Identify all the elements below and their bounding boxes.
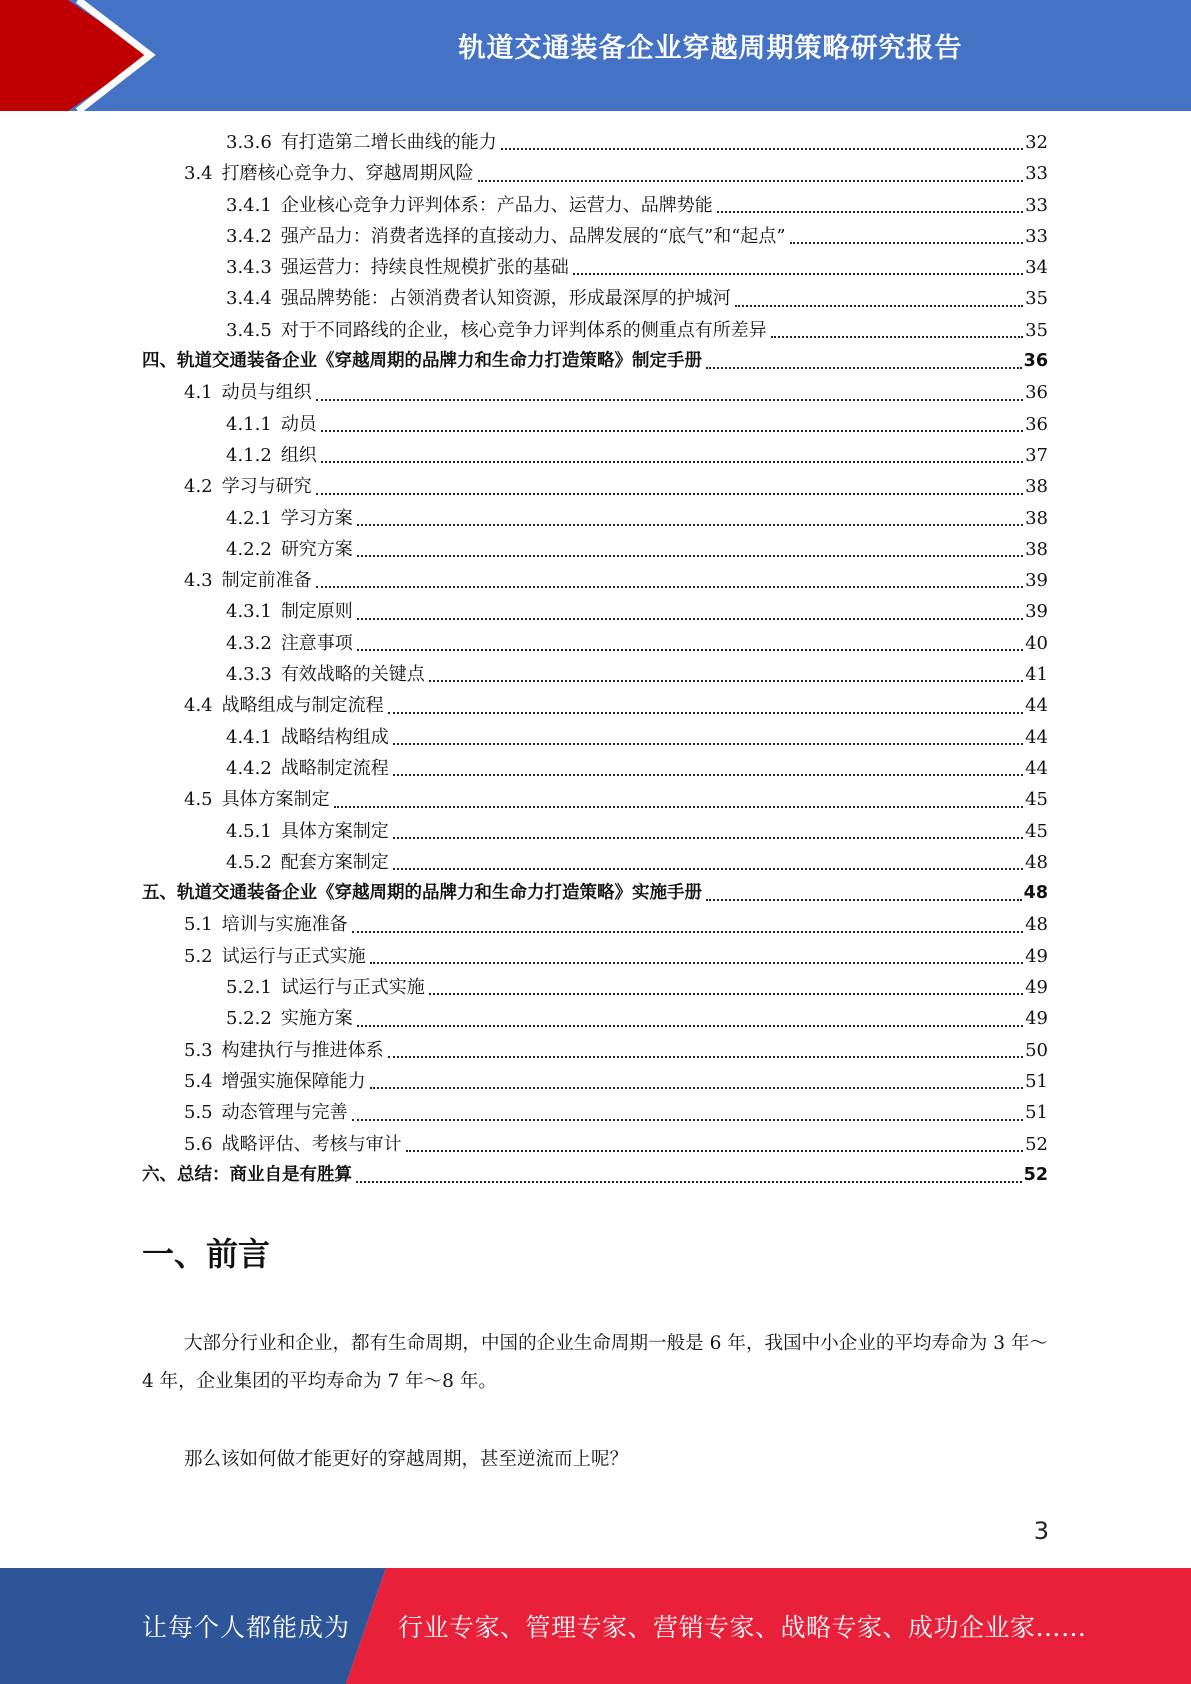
- toc-entry-number: 3.4.5: [226, 319, 272, 341]
- toc-dot-leader: [429, 680, 1023, 682]
- toc-entry[interactable]: [142, 753, 1048, 784]
- toc-entry[interactable]: [142, 283, 1048, 314]
- toc-dot-leader: [334, 806, 1023, 808]
- toc-entry[interactable]: [142, 941, 1048, 972]
- toc-entry[interactable]: [142, 534, 1048, 565]
- toc-entry[interactable]: [142, 346, 1048, 377]
- toc-entry[interactable]: [142, 221, 1048, 252]
- toc-entry-title: 学习方案: [280, 507, 353, 529]
- toc-entry-number: 4.1: [184, 382, 213, 404]
- toc-entry-page: 37: [1025, 444, 1048, 466]
- toc-entry-number: 4.5.2: [226, 851, 272, 873]
- toc-entry-page: 38: [1025, 507, 1048, 529]
- toc-entry[interactable]: [142, 1066, 1048, 1097]
- toc-entry-title: 研究方案: [280, 538, 353, 560]
- toc-entry-number: 4.2: [184, 476, 213, 498]
- toc-entry-number: 4.2.2: [226, 538, 272, 560]
- toc-entry[interactable]: [142, 471, 1048, 502]
- toc-entry[interactable]: [142, 722, 1048, 753]
- toc-entry-page: 33: [1025, 163, 1048, 185]
- toc-entry-title: 战略结构组成: [280, 726, 389, 748]
- toc-entry[interactable]: [142, 1035, 1048, 1066]
- toc-entry-title: 配套方案制定: [280, 851, 389, 873]
- toc-entry-title: 五、轨道交通装备企业《穿越周期的品牌力和生命力打造策略》实施手册: [142, 883, 702, 904]
- toc-dot-leader: [717, 211, 1023, 213]
- toc-dot-leader: [388, 712, 1023, 714]
- toc-dot-leader: [370, 962, 1023, 964]
- toc-entry-title: 动员与组织: [221, 382, 312, 404]
- toc-dot-leader: [356, 1181, 1022, 1183]
- toc-entry[interactable]: [142, 565, 1048, 596]
- toc-entry-number: 5.1: [184, 914, 213, 936]
- toc-dot-leader: [321, 430, 1023, 432]
- toc-entry-number: 5.6: [184, 1133, 213, 1155]
- toc-entry-title: 强产品力：消费者选择的直接动力、品牌发展的“底气”和“起点”: [280, 225, 786, 247]
- toc-entry-title: 制定前准备: [221, 570, 312, 592]
- toc-entry-title: 四、轨道交通装备企业《穿越周期的品牌力和生命力打造策略》制定手册: [142, 351, 702, 372]
- toc-entry-title: 增强实施保障能力: [221, 1070, 366, 1092]
- toc-entry-page: 32: [1025, 132, 1048, 153]
- paragraph-1: 大部分行业和企业，都有生命周期，中国的企业生命周期一般是 6 年，我国中小企业的平均寿命为 3 年～4 年，企业集团的平均寿命为 7 年～8 年。: [142, 1333, 1048, 1392]
- toc-entry-title: 六、总结：商业自是有胜算: [142, 1164, 352, 1185]
- toc-entry[interactable]: [142, 158, 1048, 189]
- toc-entry-title: 战略制定流程: [280, 757, 389, 779]
- toc-entry-page: 39: [1025, 601, 1048, 623]
- toc-entry-title: 试运行与正式实施: [280, 977, 425, 999]
- page-number: 3: [1033, 1517, 1049, 1545]
- toc-entry-page: 33: [1025, 194, 1048, 216]
- page-header: [0, 0, 1191, 111]
- toc-entry-page: 36: [1025, 413, 1048, 435]
- page-footer: [0, 1568, 1191, 1684]
- toc-entry-number: 4.3.1: [226, 601, 272, 623]
- toc-dot-leader: [429, 993, 1023, 995]
- toc-entry-title: 动态管理与完善: [221, 1102, 348, 1124]
- toc-entry-title: 强品牌势能：占领消费者认知资源，形成最深厚的护城河: [280, 288, 731, 310]
- toc-entry-number: 5.2.2: [226, 1008, 272, 1030]
- toc-dot-leader: [393, 743, 1023, 745]
- toc-entry-page: 49: [1025, 945, 1048, 967]
- toc-entry-number: 4.3.2: [226, 632, 272, 654]
- toc-dot-leader: [393, 868, 1023, 870]
- toc-entry-page: 52: [1023, 1164, 1048, 1185]
- toc-entry-number: 4.4.1: [226, 726, 272, 748]
- toc-dot-leader: [573, 273, 1023, 275]
- toc-entry-title: 具体方案制定: [280, 820, 389, 842]
- toc-dot-leader: [706, 899, 1022, 901]
- toc-entry[interactable]: [142, 409, 1048, 440]
- toc-entry-page: 51: [1025, 1070, 1048, 1092]
- toc-entry[interactable]: [142, 909, 1048, 940]
- toc-dot-leader: [357, 649, 1023, 651]
- toc-dot-leader: [393, 837, 1023, 839]
- toc-dot-leader: [352, 931, 1023, 933]
- toc-dot-leader: [357, 618, 1023, 620]
- toc-entry-page: 44: [1025, 695, 1048, 717]
- toc-dot-leader: [321, 461, 1023, 463]
- toc-entry[interactable]: [142, 878, 1048, 909]
- toc-entry-page: 41: [1025, 664, 1048, 686]
- toc-entry[interactable]: [142, 690, 1048, 721]
- toc-entry-page: 49: [1025, 1008, 1048, 1030]
- toc-entry[interactable]: [142, 190, 1048, 221]
- toc-entry-page: 50: [1025, 1039, 1048, 1061]
- toc-entry[interactable]: [142, 377, 1048, 408]
- toc-entry-page: 35: [1025, 319, 1048, 341]
- toc-dot-leader: [478, 180, 1023, 182]
- toc-entry-number: 5.5: [184, 1102, 213, 1124]
- toc-entry-title: 构建执行与推进体系: [221, 1039, 384, 1061]
- toc-entry-number: 4.2.1: [226, 507, 272, 529]
- toc-entry-title: 对于不同路线的企业，核心竞争力评判体系的侧重点有所差异: [280, 319, 767, 341]
- toc-entry-title: 企业核心竞争力评判体系：产品力、运营力、品牌势能: [280, 194, 713, 216]
- toc-entry-number: 4.5: [184, 789, 213, 811]
- toc-entry-page: 40: [1025, 632, 1048, 654]
- toc-entry-title: 战略评估、考核与审计: [221, 1133, 402, 1155]
- toc-entry-page: 44: [1025, 726, 1048, 748]
- toc-entry-number: 3.3.6: [226, 132, 272, 153]
- toc-entry-page: 36: [1023, 351, 1048, 372]
- toc-entry-number: 3.4.2: [226, 225, 272, 247]
- toc-entry-page: 38: [1025, 476, 1048, 498]
- footer-slogan-left: 让每个人都能成为: [142, 1613, 351, 1642]
- toc-entry-number: 5.2.1: [226, 977, 272, 999]
- toc-dot-leader: [370, 1087, 1023, 1089]
- report-title: 轨道交通装备企业穿越周期策略研究报告: [458, 33, 963, 64]
- toc-entry[interactable]: [142, 784, 1048, 815]
- toc-dot-leader: [357, 1025, 1023, 1027]
- toc-dot-leader: [735, 305, 1023, 307]
- toc-entry-title: 试运行与正式实施: [221, 945, 366, 967]
- section-heading: 一、前言: [142, 1235, 271, 1273]
- toc-entry-page: 48: [1025, 914, 1048, 936]
- toc-entry-number: 3.4: [184, 163, 213, 185]
- toc-entry-title: 强运营力：持续良性规模扩张的基础: [280, 257, 569, 279]
- toc-entry-number: 5.4: [184, 1070, 213, 1092]
- toc-entry-page: 38: [1025, 538, 1048, 560]
- table-of-contents: [142, 127, 1048, 1191]
- paragraph-2: 那么该如何做才能更好的穿越周期，甚至逆流而上呢？: [184, 1449, 629, 1470]
- toc-entry[interactable]: [142, 1129, 1048, 1160]
- toc-entry[interactable]: [142, 596, 1048, 627]
- toc-entry[interactable]: [142, 315, 1048, 346]
- toc-entry-title: 学习与研究: [221, 476, 312, 498]
- toc-entry-number: 3.4.3: [226, 257, 272, 279]
- toc-entry[interactable]: [142, 1003, 1048, 1034]
- footer-slogan-right: 行业专家、管理专家、营销专家、战略专家、成功企业家……: [398, 1613, 1087, 1642]
- toc-entry[interactable]: [142, 628, 1048, 659]
- toc-entry-number: 4.4: [184, 695, 213, 717]
- toc-entry-number: 3.4.1: [226, 194, 272, 216]
- toc-entry-title: 有效战略的关键点: [280, 664, 425, 686]
- toc-entry-page: 48: [1025, 851, 1048, 873]
- toc-entry[interactable]: [142, 1097, 1048, 1128]
- toc-entry-page: 51: [1025, 1102, 1048, 1124]
- toc-entry-title: 注意事项: [280, 632, 353, 654]
- toc-entry-page: 44: [1025, 757, 1048, 779]
- toc-dot-leader: [501, 148, 1023, 150]
- toc-entry-page: 36: [1025, 382, 1048, 404]
- toc-entry-number: 4.5.1: [226, 820, 272, 842]
- toc-entry[interactable]: [142, 127, 1048, 158]
- toc-entry-title: 组织: [280, 444, 317, 466]
- toc-entry-page: 39: [1025, 570, 1048, 592]
- toc-entry-number: 4.3: [184, 570, 213, 592]
- toc-dot-leader: [357, 524, 1023, 526]
- toc-entry-title: 制定原则: [280, 601, 353, 623]
- toc-entry-number: 4.1.1: [226, 413, 272, 435]
- toc-dot-leader: [406, 1150, 1023, 1152]
- toc-dot-leader: [393, 774, 1023, 776]
- toc-dot-leader: [388, 1056, 1023, 1058]
- toc-entry[interactable]: [142, 1160, 1048, 1191]
- toc-entry[interactable]: [142, 659, 1048, 690]
- toc-dot-leader: [316, 399, 1023, 401]
- toc-entry[interactable]: [142, 972, 1048, 1003]
- toc-entry-title: 战略组成与制定流程: [221, 695, 384, 717]
- toc-dot-leader: [357, 555, 1023, 557]
- toc-entry-page: 49: [1025, 977, 1048, 999]
- toc-entry-number: 3.4.4: [226, 288, 272, 310]
- toc-entry-title: 打磨核心竞争力、穿越周期风险: [221, 163, 474, 185]
- toc-entry-page: 45: [1025, 789, 1048, 811]
- toc-entry-title: 实施方案: [280, 1008, 353, 1030]
- toc-entry-number: 4.3.3: [226, 664, 272, 686]
- toc-entry[interactable]: [142, 252, 1048, 283]
- toc-entry-title: 具体方案制定: [221, 789, 330, 811]
- toc-entry-number: 4.4.2: [226, 757, 272, 779]
- toc-dot-leader: [706, 367, 1022, 369]
- toc-dot-leader: [352, 1119, 1023, 1121]
- toc-dot-leader: [790, 242, 1023, 244]
- toc-entry-number: 5.3: [184, 1039, 213, 1061]
- toc-entry-page: 45: [1025, 820, 1048, 842]
- toc-entry[interactable]: [142, 503, 1048, 534]
- toc-entry[interactable]: [142, 440, 1048, 471]
- toc-entry-page: 48: [1023, 883, 1048, 904]
- toc-entry-page: 34: [1025, 257, 1048, 279]
- toc-dot-leader: [316, 493, 1023, 495]
- toc-entry-number: 5.2: [184, 945, 213, 967]
- toc-dot-leader: [771, 336, 1023, 338]
- toc-entry[interactable]: [142, 847, 1048, 878]
- toc-entry-title: 动员: [280, 413, 317, 435]
- toc-entry-page: 35: [1025, 288, 1048, 310]
- toc-entry-number: 4.1.2: [226, 444, 272, 466]
- toc-entry-title: 培训与实施准备: [221, 914, 348, 936]
- toc-entry-page: 52: [1025, 1133, 1048, 1155]
- toc-entry-page: 33: [1025, 225, 1048, 247]
- toc-entry[interactable]: [142, 816, 1048, 847]
- toc-entry-title: 有打造第二增长曲线的能力: [280, 132, 497, 153]
- toc-dot-leader: [316, 586, 1023, 588]
